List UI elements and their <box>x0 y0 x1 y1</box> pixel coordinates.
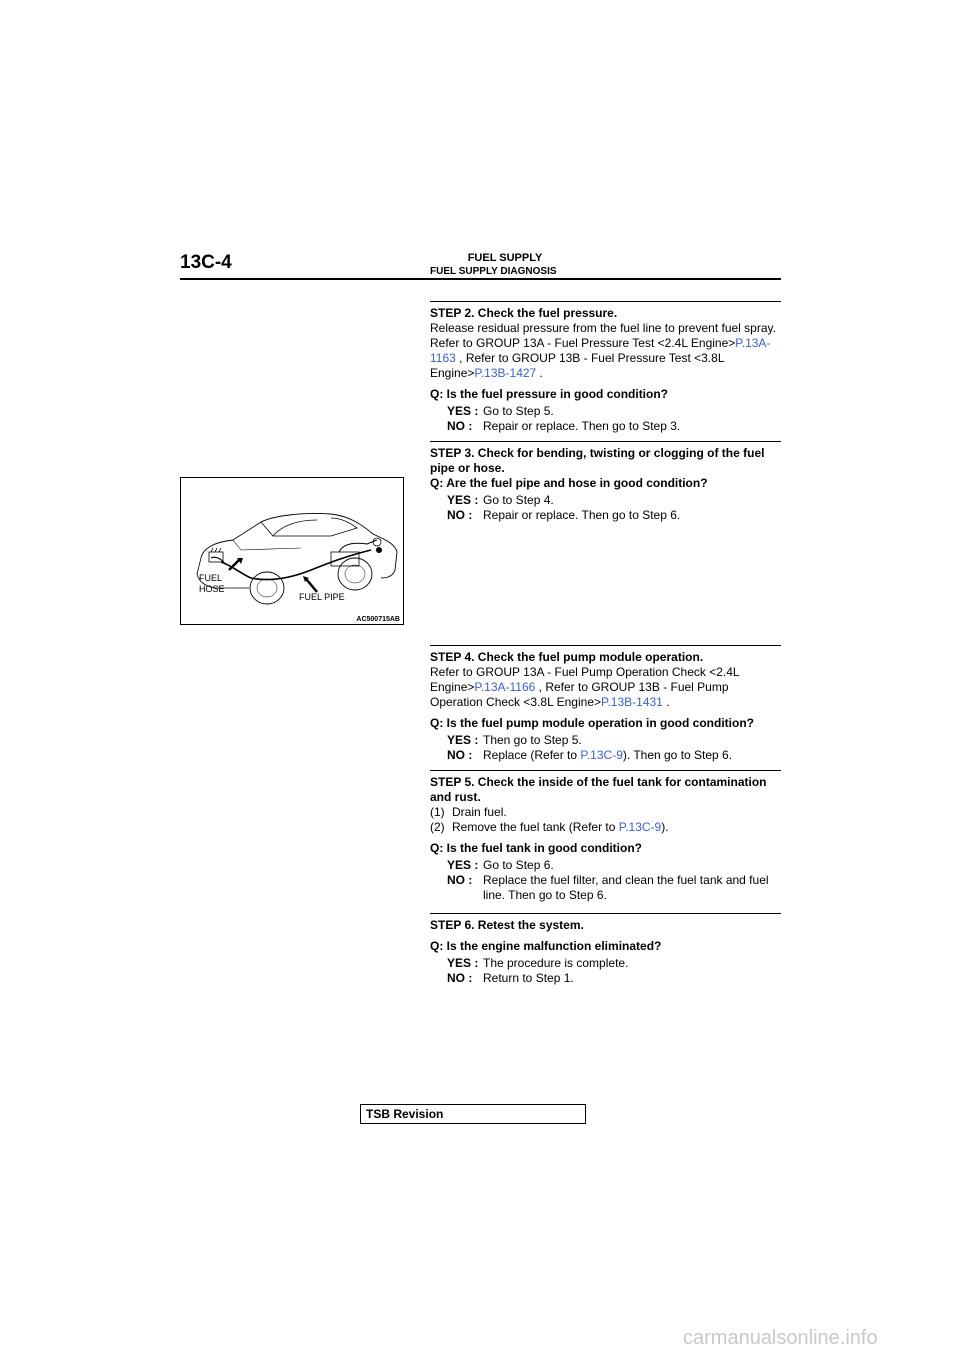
no-key: NO : <box>447 748 473 762</box>
step-2-no <box>447 419 781 434</box>
item-text: Drain fuel. <box>452 805 507 819</box>
item-text <box>452 820 669 835</box>
link-p13c-9[interactable]: P.13C-9 <box>618 820 662 834</box>
step-3-no <box>447 508 781 523</box>
step-2-yes <box>447 404 781 419</box>
site-watermark[interactable]: carmanualsonline.info <box>683 1327 878 1349</box>
no-answer: Replace the fuel filter, and clean the fuel tank and fuel line. Then go to Step 6. <box>483 873 769 902</box>
link-p13c-9[interactable]: P.13C-9 <box>580 748 623 762</box>
no-key: NO : <box>447 508 473 522</box>
yes-answer: Then go to Step 5. <box>483 733 582 747</box>
step-5-title: STEP 5. Check the inside of the fuel tank for contamination and rust. <box>430 775 767 804</box>
vehicle-fuel-line-illustration <box>181 478 403 624</box>
no-answer: Repair or replace. Then go to Step 6. <box>483 508 681 522</box>
item-text-1: Remove the fuel tank (Refer to <box>452 820 619 834</box>
step-5-question: Q: Is the fuel tank in good condition? <box>430 841 642 855</box>
item-number: (2) <box>430 820 445 834</box>
yes-answer: The procedure is complete. <box>483 956 629 970</box>
step-5-no <box>447 873 781 903</box>
page-number: 13C-4 <box>180 252 232 273</box>
fuel-hose-label-line2: HOSE <box>199 584 225 594</box>
yes-answer: Go to Step 5. <box>483 404 554 418</box>
step-3-title: STEP 3. Check for bending, twisting or clogging of the fuel pipe or hose. <box>430 446 765 475</box>
yes-key: YES : <box>447 858 479 872</box>
fuel-hose-label-line1: FUEL <box>199 573 223 583</box>
step-5-block <box>430 770 781 903</box>
step-2-text-3: . <box>536 366 543 380</box>
item-text-2: ). <box>661 820 669 834</box>
link-p13b-1427[interactable]: P.13B-1427 <box>474 366 537 380</box>
yes-answer: Go to Step 4. <box>483 493 554 507</box>
step-6-no <box>447 971 781 986</box>
yes-key: YES : <box>447 956 479 970</box>
step-2-block <box>430 301 781 434</box>
yes-key: YES : <box>447 404 479 418</box>
step-3-yes <box>447 493 781 508</box>
fuel-line-figure <box>180 477 404 625</box>
step-2-text-1: Release residual pressure from the fuel line to prevent fuel spray. Refer to GROUP 13A - Fuel Pressure Test <2.4L Engine> <box>430 321 776 350</box>
no-answer: Repair or replace. Then go to Step 3. <box>483 419 681 433</box>
step-divider <box>430 301 781 302</box>
step-4-no <box>447 748 781 763</box>
item-number: (1) <box>430 805 445 819</box>
step-6-yes <box>447 956 781 971</box>
section-subtitle: FUEL SUPPLY DIAGNOSIS <box>430 266 557 277</box>
step-4-text-1: Refer to GROUP 13A - Fuel Pump Operation Check <2.4L Engine> <box>430 665 740 694</box>
tsb-revision-box: TSB Revision <box>360 1104 586 1124</box>
no-answer: Return to Step 1. <box>483 971 574 985</box>
step-divider <box>430 913 781 914</box>
step-6-title: STEP 6. Retest the system. <box>430 918 584 932</box>
step-2-text-2: , Refer to GROUP 13B - Fuel Pressure Test <3.8L Engine> <box>430 351 725 380</box>
step-6-question: Q: Is the engine malfunction eliminated? <box>430 939 662 953</box>
no-answer-text-1: Replace (Refer to <box>483 748 581 762</box>
link-p13b-1431[interactable]: P.13B-1431 <box>601 695 663 709</box>
fuel-pipe-label: FUEL PIPE <box>299 592 345 602</box>
step-divider <box>430 770 781 771</box>
header-rule <box>180 278 781 280</box>
step-5-item-1 <box>430 805 781 820</box>
step-2-instructions <box>430 321 781 381</box>
step-4-text-2: , Refer to GROUP 13B - Fuel Pump Operation Check <3.8L Engine> <box>430 680 729 709</box>
step-4-yes <box>447 733 781 748</box>
step-4-instructions <box>430 665 781 710</box>
step-5-yes <box>447 858 781 873</box>
step-2-question: Q: Is the fuel pressure in good condition? <box>430 387 669 401</box>
step-3-question: Q: Are the fuel pipe and hose in good condition? <box>430 476 708 490</box>
link-p13a-1163[interactable]: P.13A-1163 <box>430 336 771 365</box>
no-answer <box>483 748 781 763</box>
yes-answer: Go to Step 6. <box>483 858 554 872</box>
link-p13a-1166[interactable]: P.13A-1166 <box>474 680 536 694</box>
step-5-item-2 <box>430 820 781 835</box>
yes-key: YES : <box>447 733 479 747</box>
no-key: NO : <box>447 873 473 887</box>
section-title: FUEL SUPPLY <box>467 252 543 264</box>
figure-id: AC500715AB <box>356 616 400 623</box>
step-3-block <box>430 441 781 523</box>
step-6-block <box>430 913 781 986</box>
step-4-title: STEP 4. Check the fuel pump module operation. <box>430 650 704 664</box>
step-4-text-3: . <box>662 695 670 709</box>
step-4-block <box>430 645 781 763</box>
yes-key: YES : <box>447 493 479 507</box>
no-answer-text-2: ). Then go to Step 6. <box>622 748 733 762</box>
step-divider <box>430 441 781 442</box>
step-4-question: Q: Is the fuel pump module operation in good condition? <box>430 716 754 730</box>
no-key: NO : <box>447 971 473 985</box>
step-divider <box>430 645 781 646</box>
step-2-title: STEP 2. Check the fuel pressure. <box>430 306 618 320</box>
no-key: NO : <box>447 419 473 433</box>
